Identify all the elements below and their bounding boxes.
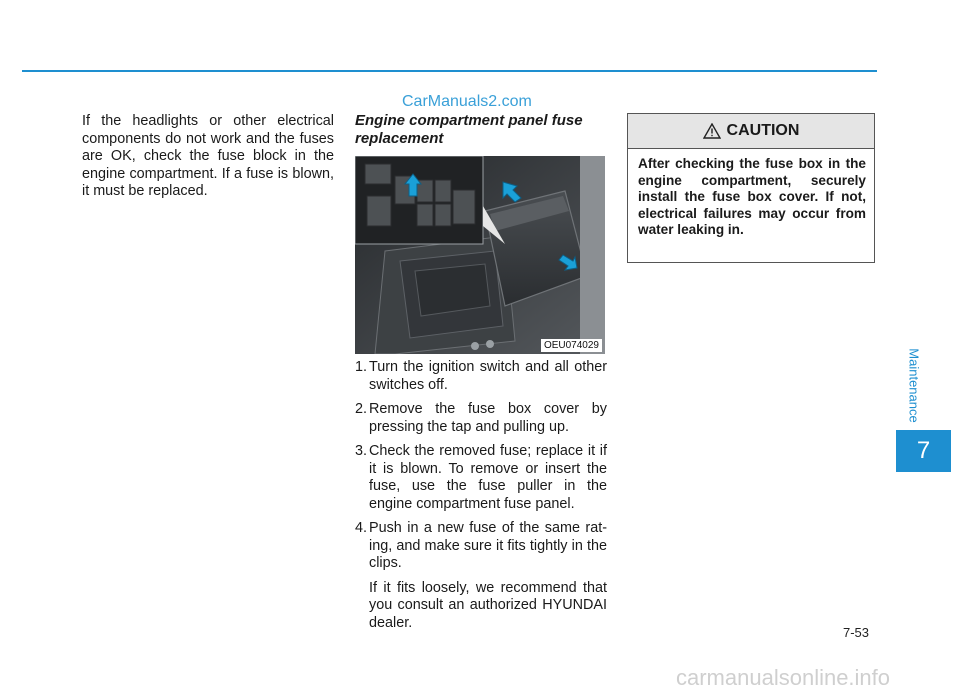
list-item	[355, 443, 607, 513]
photo-code: OEU074029	[541, 339, 602, 352]
caution-title: CAUTION	[726, 122, 800, 139]
section-title: Engine compartment panel fuse replacement	[355, 112, 583, 147]
caution-text: After checking the fuse box in the engine compartment, securely install the fuse box cover. If not, electrical failures may occur from water leaking in.	[638, 156, 866, 237]
list-item	[355, 401, 607, 436]
caution-box	[627, 113, 875, 263]
step-text: Turn the ignition switch and all other switches off.	[369, 359, 607, 393]
intro-paragraph: If the headlights or other electrical components do not work and the fuses are OK, check the fuse block in the engine compartment. If a fuse is blown, it must be replaced.	[82, 113, 334, 199]
top-rule	[22, 70, 877, 72]
steps-list	[355, 359, 607, 632]
step-number: 3.	[355, 443, 368, 459]
step-text: Remove the fuse box cover by pressing the tap and pulling up.	[369, 401, 607, 435]
side-label	[905, 345, 923, 425]
step-number: 2.	[355, 401, 368, 417]
engine-illustration	[355, 156, 605, 354]
footer-watermark: carmanualsonline.info	[676, 665, 891, 690]
step-note: If it fits loosely, we recommend that you consult an authorized HYUNDAI dealer.	[369, 579, 607, 631]
caution-header	[628, 114, 874, 149]
engine-fuse-photo	[355, 156, 605, 354]
step-number: 1.	[355, 359, 368, 375]
watermark: CarManuals2.com	[402, 93, 532, 110]
step-text: Check the removed fuse; replace it if it is blown. To remove or insert the fuse, use the fuse puller in the engine compartment fuse panel.	[369, 443, 607, 512]
list-item	[355, 359, 607, 394]
step-text: Push in a new fuse of the same rat-ing, and make sure it fits tightly in the clips.	[369, 520, 607, 571]
chapter-tab: 7	[896, 430, 951, 472]
list-item	[355, 520, 607, 573]
side-label-text: Maintenance	[906, 347, 922, 423]
warning-triangle-icon	[703, 123, 721, 139]
step-number: 4.	[355, 520, 368, 536]
page-number: 7-53	[843, 625, 870, 640]
